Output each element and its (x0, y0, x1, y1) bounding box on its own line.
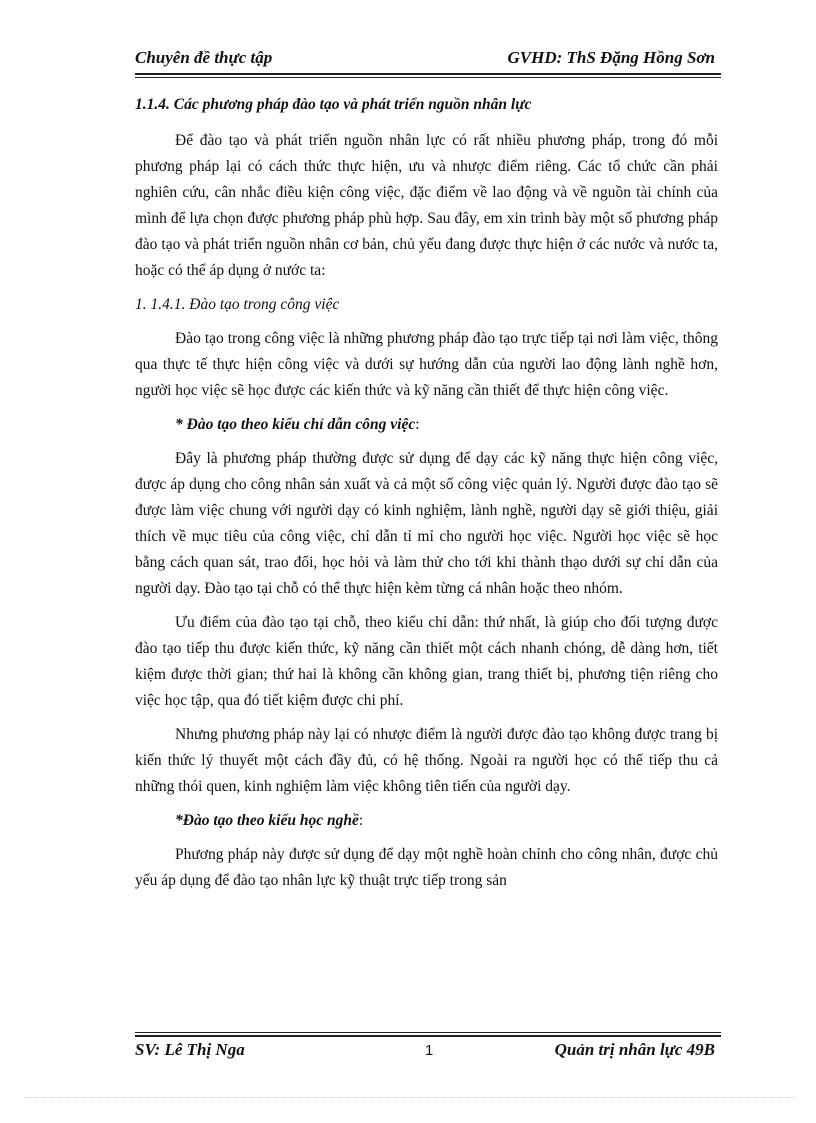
subheading-colon: : (415, 416, 420, 433)
paragraph-job-instruction: Đây là phương pháp thường được sử dụng để dạy các kỹ năng thực hiện công việc, được áp dụng cho công nhân sản xuất và cả một số công việc quản lý. Người được đào tạo sẽ được làm việc chung với người dạy có kinh nghiệm, lành nghề, người dạy sẽ giới thiệu, giải thích về mục tiêu của công việc, chỉ dẫn tỉ mỉ cho người học việc. Người học việc sẽ học bằng cách quan sát, trao đổi, học hỏi và làm thử cho tới khi thành thạo dưới sự chỉ dẫn của người dạy. Đào tạo tại chỗ có thể thực hiện kèm từng cá nhân hoặc theo nhóm. (135, 450, 718, 597)
subheading-colon: : (358, 812, 364, 829)
footer-student: SV: Lê Thị Nga (135, 1040, 245, 1059)
header-rule-thin (135, 77, 721, 78)
subheading-apprenticeship (175, 808, 718, 834)
page-body (135, 92, 718, 902)
page-header (135, 46, 721, 72)
footer-course: Quản trị nhân lực 49B (554, 1040, 715, 1059)
header-title: Chuyên đề thực tập (135, 48, 273, 67)
subheading-apprenticeship-text: *Đào tạo theo kiểu học nghề (175, 812, 359, 829)
header-advisor: GVHD: ThS Đặng Hồng Sơn (507, 48, 715, 67)
paragraph-apprenticeship: Phương pháp này được sử dụng để dạy một nghề hoàn chỉnh cho công nhân, được chủ yếu áp dụng để đào tạo nhân lực kỹ thuật trực tiếp trong sản (135, 846, 718, 889)
paragraph-intro: Để đào tạo và phát triển nguồn nhân lực có rất nhiều phương pháp, trong đó mỗi phương pháp lại có cách thức thực hiện, ưu và nhược điểm riêng. Các tổ chức cần phải nghiên cứu, cân nhắc điều kiện công việc, đặc điểm về lao động và về nguồn tài chính của mình để lựa chọn được phương pháp phù hợp. Sau đây, em xin trình bày một số phương pháp đào tạo và phát triển nguồn nhân cơ bản, chủ yếu đang được thực hiện ở các nước và nước ta, hoặc có thể áp dụng ở nước ta: (135, 132, 718, 279)
footer-rule-thin (135, 1032, 721, 1033)
paragraph-on-the-job: Đào tạo trong công việc là những phương pháp đào tạo trực tiếp tại nơi làm việc, thông qua thực tế thực hiện công việc và dưới sự hướng dẫn của người lao động lành nghề hơn, người học việc sẽ học được các kiến thức và kỹ năng cần thiết để thực hiện công việc. (135, 330, 718, 399)
subheading-job-instruction (175, 412, 718, 438)
page-number: 1 (425, 1042, 434, 1059)
section-heading-1-1-4: 1.1.4. Các phương pháp đào tạo và phát triển nguồn nhân lực (135, 96, 532, 113)
paragraph-disadvantages: Nhưng phương pháp này lại có nhược điểm là người được đào tạo không được trang bị kiến thức lý thuyết một cách đầy đủ, có hệ thống. Ngoài ra người học có thể tiếp thu cả những thói quen, kinh nghiệm làm việc không tiên tiến của người dạy. (135, 726, 718, 795)
page-boundary-line (24, 1097, 796, 1098)
subheading-job-instruction-text: * Đào tạo theo kiểu chỉ dẫn công việc (175, 416, 416, 433)
footer-rule-thick (135, 1035, 721, 1037)
page-footer (135, 1040, 721, 1066)
paragraph-advantages: Ưu điểm của đào tạo tại chỗ, theo kiểu chỉ dẫn: thứ nhất, là giúp cho đối tượng được đào tạo tiếp thu được kiến thức, kỹ năng cần thiết một cách nhanh chóng, dễ dàng hơn, tiết kiệm được thời gian; thứ hai là không cần không gian, trang thiết bị, phương tiện riêng cho việc học tập, qua đó tiết kiệm được chi phí. (135, 614, 718, 709)
section-heading-1-1-4-1: 1. 1.4.1. Đào tạo trong công việc (135, 296, 340, 313)
header-rule-thick (135, 73, 721, 75)
